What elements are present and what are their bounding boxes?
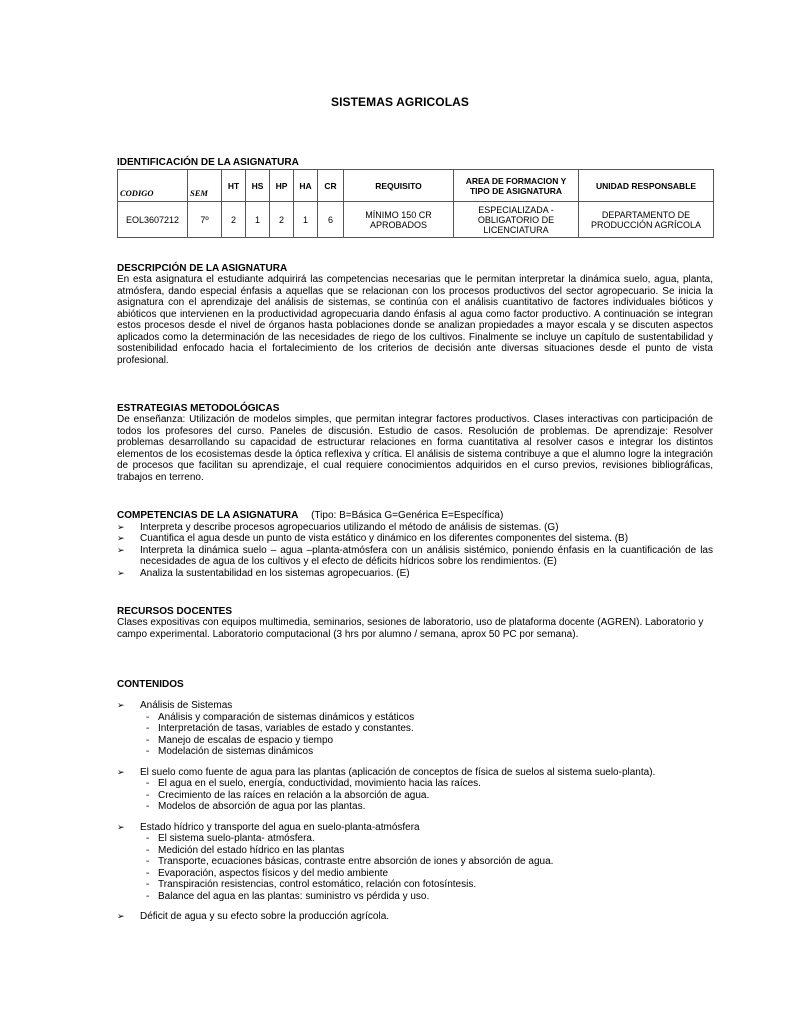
dash-bullet-icon: - — [146, 711, 150, 723]
content-subtopic — [146, 790, 713, 802]
content-subtopic-list — [146, 712, 713, 758]
content-subtopic — [146, 735, 713, 747]
content-topic — [117, 767, 713, 813]
competency-item — [117, 568, 713, 580]
competencies-list — [117, 522, 713, 580]
value-area-line-1: ESPECIALIZADA - — [478, 204, 554, 215]
content-topic-title: Déficit de agua y su efecto sobre la producción agrícola. — [140, 911, 390, 922]
page-title: SISTEMAS AGRICOLAS — [330, 95, 470, 109]
competency-text: Interpreta y describe procesos agropecuarios utilizando el método de análisis de sistemas. (G) — [140, 521, 559, 533]
content-subtopic-text: Transpiración resistencias, control estomático, relación con fotosíntesis. — [158, 879, 477, 890]
dash-bullet-icon: - — [146, 801, 150, 812]
content-subtopic — [146, 723, 713, 735]
header-ha: HA — [294, 170, 318, 202]
header-area — [454, 170, 579, 202]
arrow-bullet-icon: ➢ — [117, 533, 125, 543]
dash-bullet-icon: - — [146, 734, 150, 746]
arrow-bullet-icon: ➢ — [117, 766, 125, 777]
content-subtopic — [146, 879, 713, 891]
competency-text: Analiza la sustentabilidad en los sistemas agropecuarios. (E) — [140, 567, 410, 579]
arrow-bullet-icon: ➢ — [117, 911, 125, 921]
competency-item — [117, 545, 713, 568]
arrow-bullet-icon: ➢ — [117, 521, 125, 532]
contents-list — [117, 700, 713, 923]
value-unidad — [579, 202, 714, 238]
value-requisito-line-1: MÍNIMO 150 CR — [365, 209, 432, 220]
header-area-line-2: TIPO DE ASIGNATURA — [469, 185, 563, 196]
value-unidad-line-1: DEPARTAMENTO DE — [601, 209, 691, 220]
content-subtopic-text: Crecimiento de las raíces en relación a la absorción de agua. — [158, 789, 430, 801]
dash-bullet-icon: - — [146, 890, 150, 902]
value-codigo: EOL3607212 — [118, 202, 188, 238]
header-area-line-1: AREA DE FORMACION Y — [465, 175, 567, 186]
content-subtopic — [146, 833, 713, 845]
competencies-header-line — [117, 510, 713, 522]
resources-heading: RECURSOS DOCENTES — [117, 606, 233, 617]
value-hs: 1 — [246, 202, 270, 238]
header-hs: HS — [246, 170, 270, 202]
content-topic — [117, 822, 713, 903]
content-topic-title: El suelo como fuente de agua para las plantas (aplicación de conceptos de física de suelos al sistema suelo-planta). — [140, 766, 656, 778]
header-ht: HT — [222, 170, 246, 202]
description-section — [117, 263, 713, 366]
table-header-row — [118, 170, 714, 202]
content-subtopic-list — [146, 833, 713, 902]
content-subtopic — [146, 801, 713, 813]
content-subtopic-text: Manejo de escalas de espacio y tiempo — [158, 734, 334, 746]
content-subtopic — [146, 868, 713, 880]
value-area-line-3: LICENCIATURA — [483, 224, 549, 235]
value-requisito — [344, 202, 454, 238]
content-subtopic — [146, 712, 713, 724]
arrow-bullet-icon: ➢ — [117, 544, 125, 555]
identification-heading: IDENTIFICACIÓN DE LA ASIGNATURA — [117, 157, 299, 168]
arrow-bullet-icon: ➢ — [117, 567, 125, 578]
content-subtopic-text: Modelos de absorción de agua por las plantas. — [158, 801, 366, 812]
description-text: En esta asignatura el estudiante adquirirá las competencias necesarias que le permitan interpretar la dinámica suelo, agua, planta, atmósfera, dando especial énfasis a aquellas que se relacionan con los procesos productivos del sector agropecuario. Se inicia la asignatura con el aprendizaje del análisis de sistemas, se continúa con el análisis cuantitativo de factores individuales bióticos y abióticos que intervienen en la productividad agropecuaria dando énfasis al agua como factor productivo. A continuación se integran estos procesos desde el nivel de órganos hasta poblaciones donde se analizan propiedades a mayor escala y se discuten aspectos aplicados como la determinación de las necesidades de riego de los cultivos. Finalmente se incluye un capítulo de sustentabilidad y sostenibilidad enfocado hacia el fortalecimiento de los criterios de decisión ante diversas situaciones desde el punto de vista profesional. — [117, 274, 713, 366]
content-subtopic-text: Evaporación, aspectos físicos y del medio ambiente — [158, 867, 389, 879]
arrow-bullet-icon: ➢ — [117, 700, 125, 710]
table-value-row — [118, 202, 714, 238]
value-area — [454, 202, 579, 238]
competencies-section — [117, 510, 713, 579]
header-codigo: CODIGO — [118, 170, 188, 202]
competencies-tipo: (Tipo: B=Básica G=Genérica E=Específica) — [311, 510, 504, 521]
dash-bullet-icon: - — [146, 746, 150, 757]
content-subtopic-text: El sistema suelo-planta- atmósfera. — [158, 833, 315, 844]
header-cr: CR — [318, 170, 344, 202]
content-subtopic — [146, 746, 713, 758]
value-ha: 1 — [294, 202, 318, 238]
content-subtopic-text: Interpretación de tasas, variables de estado y constantes. — [158, 723, 414, 734]
header-hp: HP — [270, 170, 294, 202]
competency-text: Interpreta la dinámica suelo – agua –planta-atmósfera con un análisis sistémico, poniendo énfasis en la cuantificación de las necesidades de agua de los cultivos y el efecto de déficits hídricos sobre los rendimientos. (E) — [140, 544, 713, 567]
header-requisito: REQUISITO — [344, 170, 454, 202]
dash-bullet-icon: - — [146, 879, 150, 890]
header-sem: SEM — [188, 170, 222, 202]
content-topic — [117, 911, 713, 923]
dash-bullet-icon: - — [146, 789, 150, 801]
competency-item — [117, 522, 713, 534]
arrow-bullet-icon: ➢ — [117, 821, 125, 832]
value-hp: 2 — [270, 202, 294, 238]
value-sem: 7º — [188, 202, 222, 238]
content-subtopic-text: El agua en el suelo, energía, conductividad, movimiento hacia las raíces. — [158, 778, 481, 789]
dash-bullet-icon: - — [146, 833, 150, 844]
identification-table — [117, 169, 714, 238]
identification-section — [117, 157, 713, 238]
competencies-heading: COMPETENCIAS DE LA ASIGNATURA — [117, 510, 299, 521]
content-subtopic — [146, 891, 713, 903]
content-subtopic-text: Análisis y comparación de sistemas dinámicos y estáticos — [158, 711, 415, 723]
strategies-section — [117, 403, 713, 483]
competency-item — [117, 533, 713, 545]
dash-bullet-icon: - — [146, 778, 150, 789]
resources-section — [117, 606, 713, 640]
content-subtopic — [146, 845, 713, 857]
value-area-line-2: OBLIGATORIO DE — [477, 214, 555, 225]
contents-heading: CONTENIDOS — [117, 679, 184, 690]
competency-text: Cuantifica el agua desde un punto de vista estático y dinámico en los diferentes componentes del sistema. (B) — [140, 533, 629, 544]
value-requisito-line-2: APROBADOS — [369, 219, 427, 230]
strategies-heading: ESTRATEGIAS METODOLÓGICAS — [117, 403, 280, 414]
content-subtopic-text: Balance del agua en las plantas: suministro vs pérdida y uso. — [158, 890, 430, 902]
dash-bullet-icon: - — [146, 867, 150, 879]
contents-section — [117, 679, 713, 932]
strategies-text: De enseñanza: Utilización de modelos simples, que permitan integrar factores productivos. Clases interactivas con participación de todos los profesores del curso. Paneles de discusión. Estudio de casos. Resolución de problemas. De aprendizaje: Resolver problemas desarrollando su capacidad de estructurar relaciones en forma cuantitativa al resolver casos e integrar los distintos elementos de los ecosistemas desde la óptica reflexiva y crítica. El análisis de sistema contribuye a que el alumno logre la integración de procesos que facilitan su aprendizaje, el cual requiere conocimientos adquiridos en el curso previos, revisiones bibliográficas, trabajos en terreno. — [117, 414, 713, 483]
dash-bullet-icon: - — [146, 844, 150, 856]
content-topic-title: Estado hídrico y transporte del agua en suelo-planta-atmósfera — [140, 821, 420, 833]
content-topic — [117, 700, 713, 758]
header-unidad: UNIDAD RESPONSABLE — [579, 170, 714, 202]
dash-bullet-icon: - — [146, 723, 150, 734]
content-subtopic-text: Modelación de sistemas dinámicos — [158, 746, 314, 757]
value-unidad-line-2: PRODUCCIÓN AGRÍCOLA — [590, 219, 702, 230]
content-subtopic-text: Medición del estado hídrico en las plantas — [158, 844, 345, 856]
content-subtopic-text: Transporte, ecuaciones básicas, contraste entre absorción de iones y absorción de agua. — [158, 856, 554, 867]
content-topic-title: Análisis de Sistemas — [140, 700, 233, 711]
value-ht: 2 — [222, 202, 246, 238]
content-subtopic — [146, 856, 713, 868]
value-cr: 6 — [318, 202, 344, 238]
content-subtopic — [146, 778, 713, 790]
description-heading: DESCRIPCIÓN DE LA ASIGNATURA — [117, 263, 288, 274]
content-subtopic-list — [146, 778, 713, 813]
resources-text: Clases expositivas con equipos multimedia, seminarios, sesiones de laboratorio, uso de plataforma docente (AGREN). Laboratorio y campo experimental. Laboratorio computacional (3 hrs por alumno / semana, aprox 50 PC por semana). — [117, 617, 704, 640]
dash-bullet-icon: - — [146, 856, 150, 867]
